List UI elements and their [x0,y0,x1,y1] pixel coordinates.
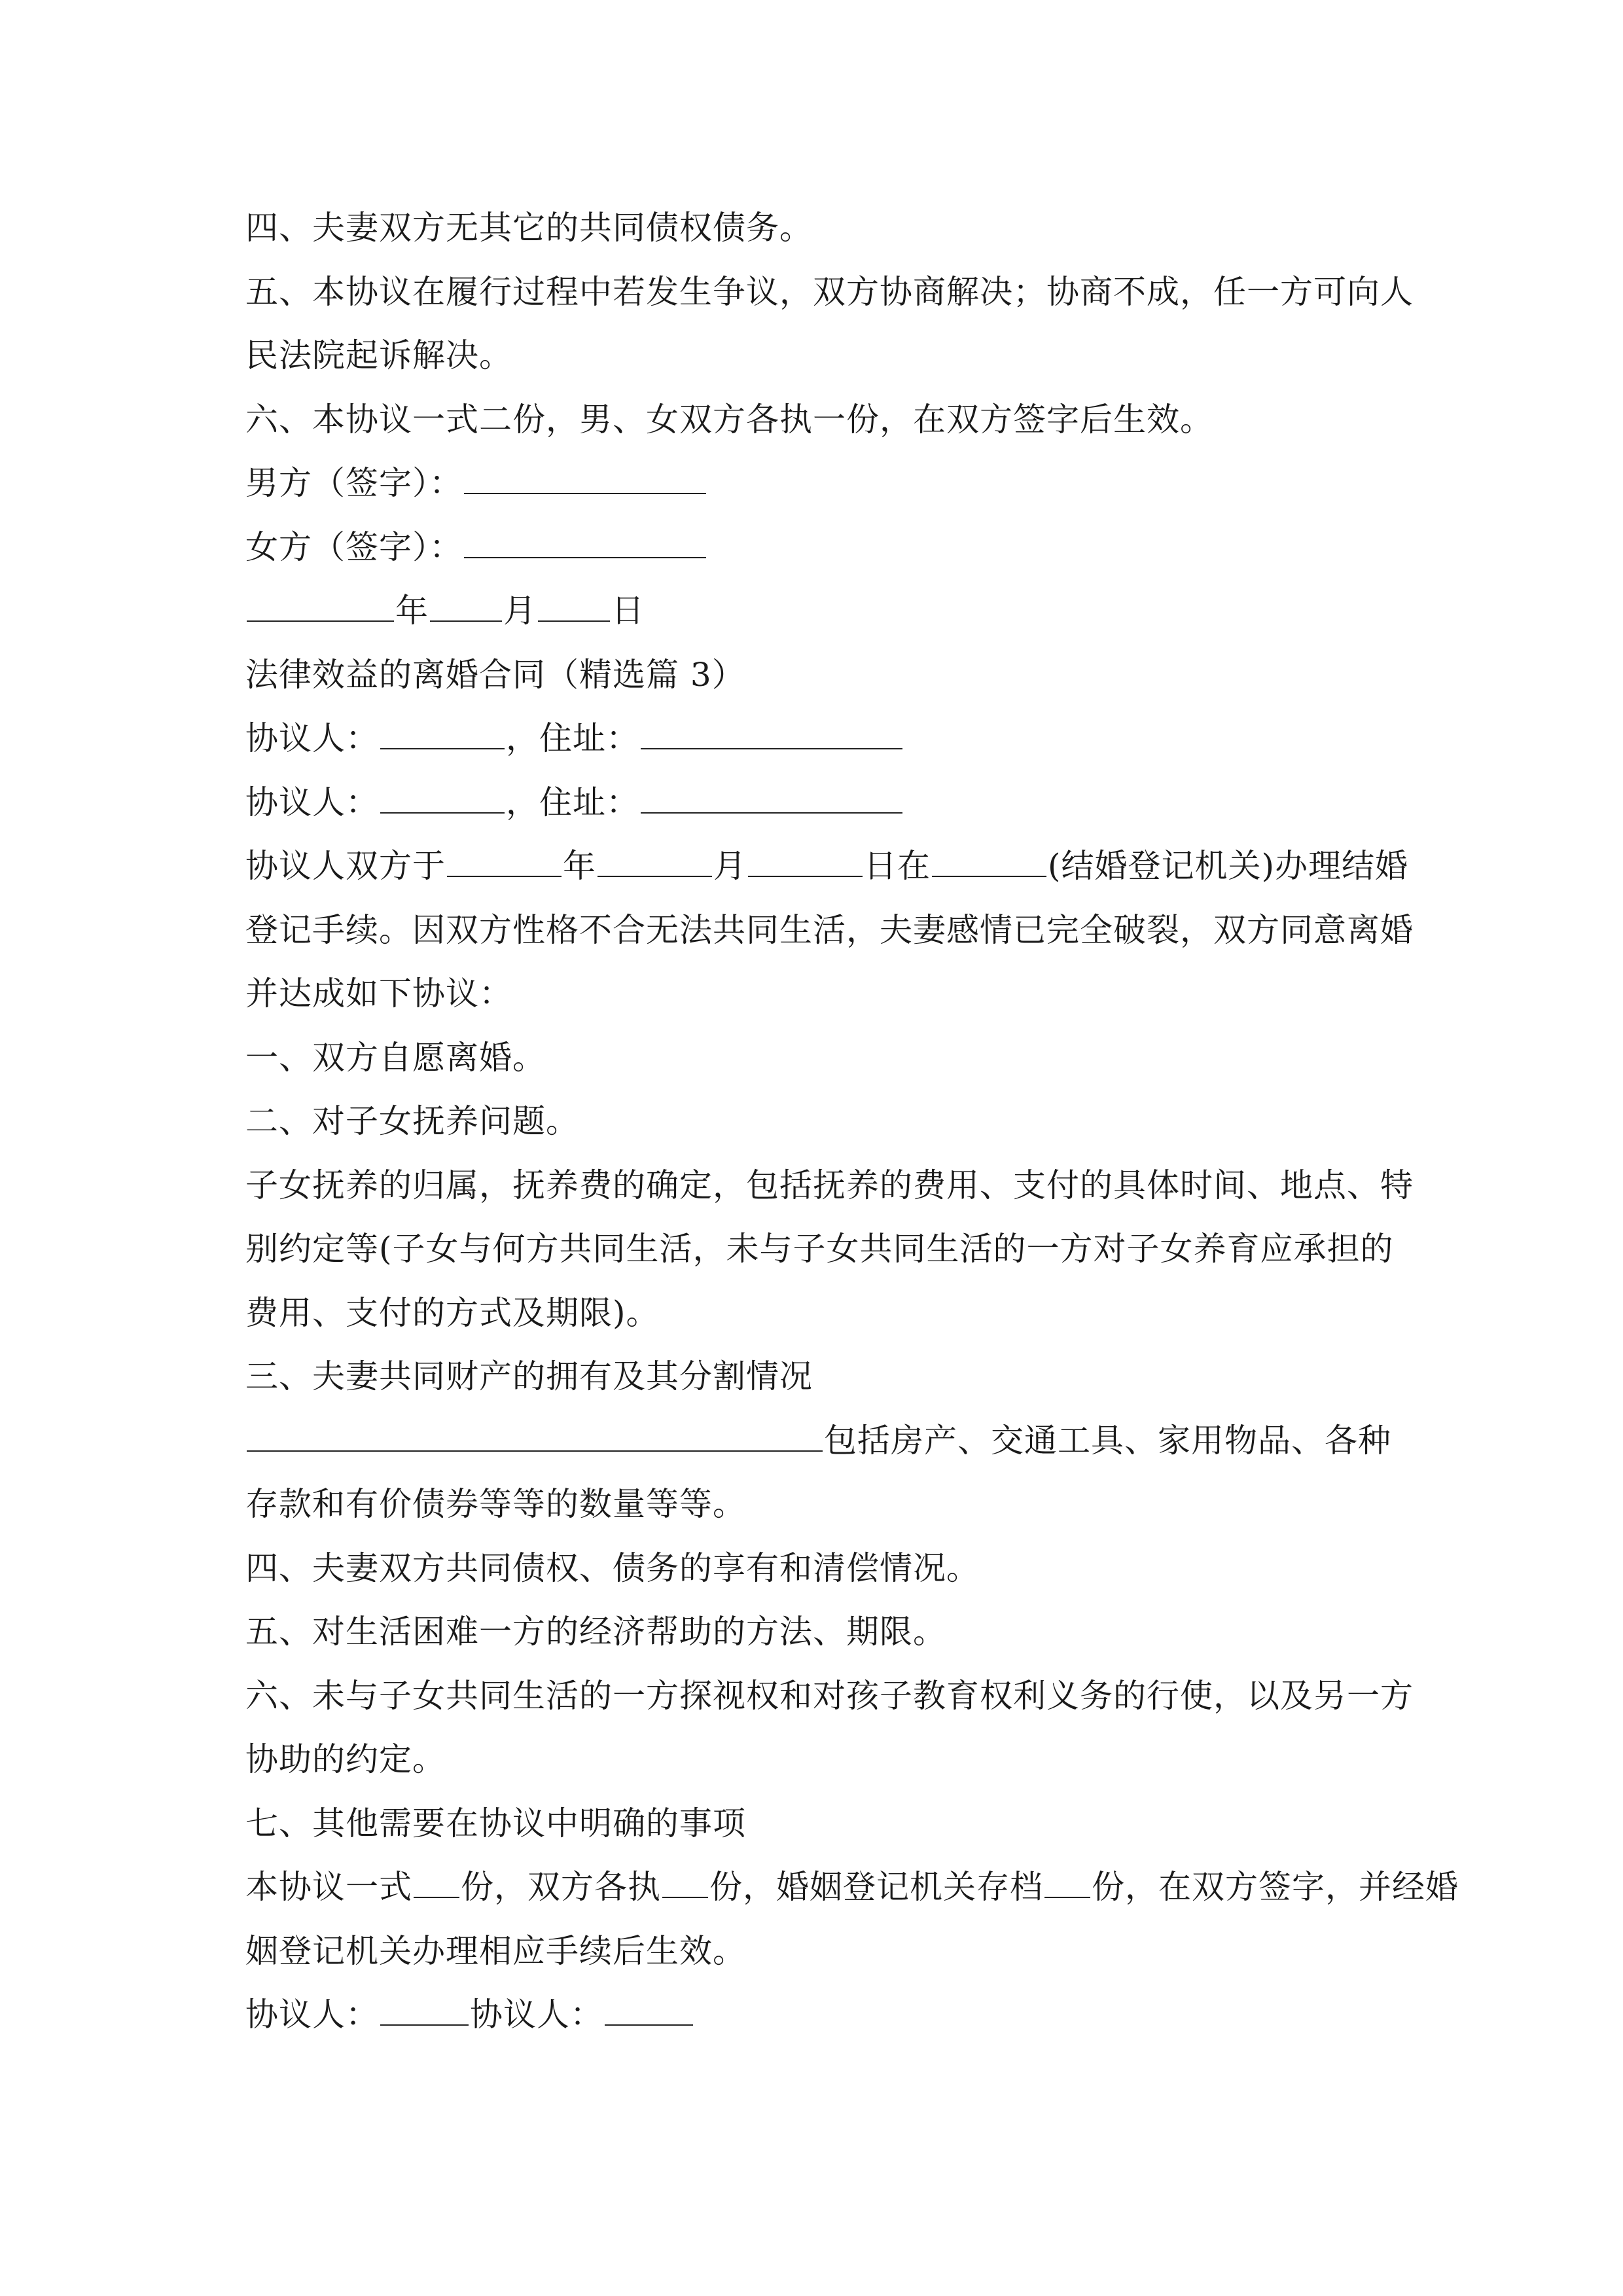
intro-line1 [245,834,1409,899]
final-text-d: 份，在双方签字，并经婚 [1092,1868,1459,1906]
item-2-detail-line3: 费用、支付的方式及期限)。 [245,1293,660,1332]
intro-line3: 并达成如下协议： [245,975,512,1013]
item-6-line2: 协助的约定。 [245,1740,446,1778]
clause-4-prev: 四、夫妻双方无其它的共同债权债务。 [245,209,813,247]
party2-row [245,771,1384,835]
intro-month-blank[interactable] [597,839,712,877]
section-title: 法律效益的离婚合同（精选篇 3） [245,655,745,694]
intro-day-blank[interactable] [748,839,863,877]
item-7: 七、其他需要在协议中明确的事项 [245,1804,746,1842]
final-clause-line1 [245,1856,1459,1920]
female-signature-label: 女方（签字）： [245,528,463,566]
intro-office-blank[interactable] [932,839,1046,877]
final-text-b: 份，双方各执 [461,1868,661,1906]
male-signature-row [245,452,1384,516]
intro-line2: 登记手续。因双方性格不合无法共同生活，夫妻感情已完全破裂，双方同意离婚 [245,910,1414,949]
party1-address-label: ，住址： [506,719,639,757]
party2-address-label: ，住址： [506,783,639,821]
copies-each-blank[interactable] [662,1860,708,1898]
sign-party1-blank[interactable] [380,1988,469,2026]
item-3: 三、夫妻共同财产的拥有及其分割情况 [245,1357,813,1395]
final-clause-line2: 姻登记机关办理相应手续后生效。 [245,1931,746,1970]
sign-party2-label: 协议人： [470,1996,603,2034]
item-3-detail-line2: 存款和有价债券等等的数量等等。 [245,1485,746,1523]
item-5: 五、对生活困难一方的经济帮助的方法、期限。 [245,1613,946,1651]
property-blank[interactable] [247,1414,823,1452]
copies-total-blank[interactable] [414,1860,459,1898]
day-label: 日 [611,592,645,630]
date-row [245,579,1384,643]
intro-suffix: (结婚登记机关)办理结婚 [1048,847,1409,885]
female-signature-row [245,516,1384,580]
year-blank[interactable] [247,584,394,622]
party1-label: 协议人： [245,719,379,757]
clause-5-prev-line1: 五、本协议在履行过程中若发生争议，双方协商解决；协商不成，任一方可向人 [245,272,1414,311]
intro-year-blank[interactable] [447,839,562,877]
clause-6-prev: 六、本协议一式二份，男、女双方各执一份，在双方签字后生效。 [245,400,1213,439]
item-3-detail-line1 [245,1409,1391,1473]
month-label: 月 [503,592,537,630]
item-1: 一、双方自愿离婚。 [245,1038,546,1077]
intro-month-label: 月 [713,847,747,885]
year-label: 年 [395,592,429,630]
copies-archive-blank[interactable] [1044,1860,1090,1898]
male-signature-label: 男方（签字）： [245,464,463,502]
item-4: 四、夫妻双方共同债权、债务的享有和清偿情况。 [245,1549,980,1587]
party2-name-blank[interactable] [380,776,505,814]
sign-party2-blank[interactable] [605,1988,693,2026]
day-blank[interactable] [538,584,610,622]
final-text-a: 本协议一式 [245,1868,412,1906]
final-signature-row [245,1983,1384,2047]
female-signature-blank[interactable] [464,520,706,558]
male-signature-blank[interactable] [464,456,706,494]
intro-day-label: 日在 [864,847,931,885]
document-body [245,196,1459,2047]
final-text-c: 份，婚姻登记机关存档 [709,1868,1043,1906]
party2-label: 协议人： [245,783,379,821]
item-2: 二、对子女抚养问题。 [245,1102,579,1140]
intro-year-label: 年 [563,847,596,885]
item-6-line1: 六、未与子女共同生活的一方探视权和对孩子教育权利义务的行使，以及另一方 [245,1676,1414,1715]
month-blank[interactable] [430,584,502,622]
party1-row [245,707,1384,771]
party1-address-blank[interactable] [641,711,902,749]
item-2-detail-line1: 子女抚养的归属，抚养费的确定，包括抚养的费用、支付的具体时间、地点、特 [245,1166,1414,1204]
intro-prefix: 协议人双方于 [245,847,446,885]
sign-party1-label: 协议人： [245,1996,379,2034]
party1-name-blank[interactable] [380,711,505,749]
item-3-detail-text: 包括房产、交通工具、家用物品、各种 [824,1421,1391,1460]
party2-address-blank[interactable] [641,776,902,814]
clause-5-prev-line2: 民法院起诉解决。 [245,336,512,374]
item-2-detail-line2: 别约定等(子女与何方共同生活，未与子女共同生活的一方对子女养育应承担的 [245,1230,1394,1268]
